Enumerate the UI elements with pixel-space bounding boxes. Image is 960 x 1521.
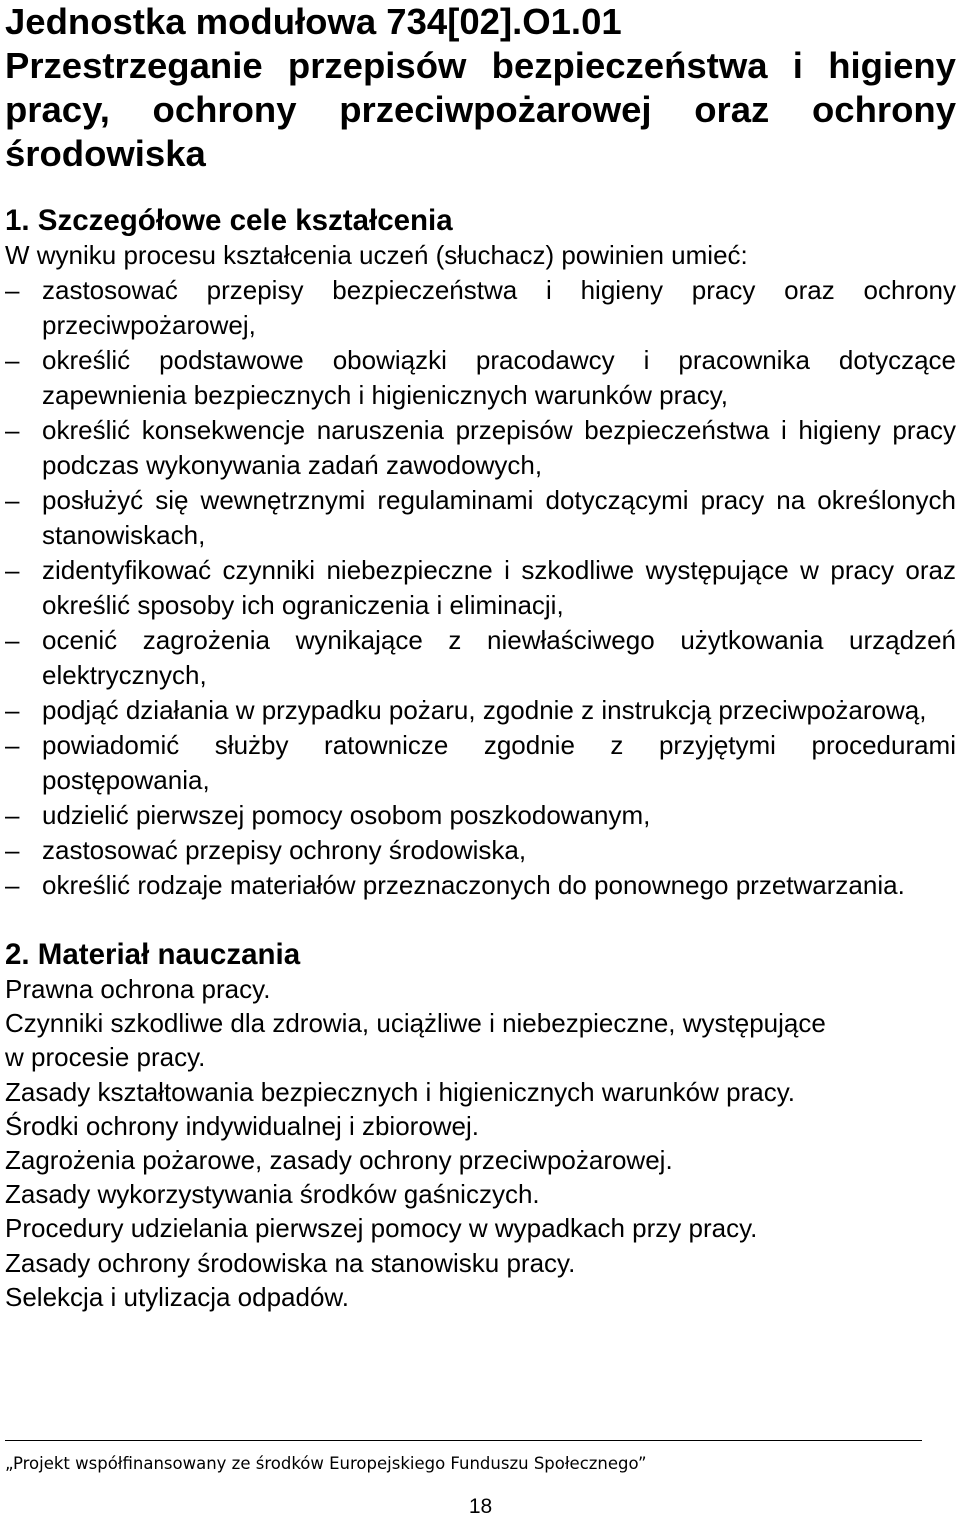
objectives-list: [5, 273, 956, 903]
list-item: [5, 868, 956, 903]
material-line: Zasady wykorzystywania środków gaśniczych.: [5, 1179, 540, 1210]
dash-bullet: –: [5, 345, 20, 375]
material-line: Prawna ochrona pracy.: [5, 974, 271, 1004]
list-item: [5, 728, 956, 798]
material-line: Zasady ochrony środowiska na stanowisku pracy.: [5, 1247, 576, 1278]
material-line: Środki ochrony indywidualnej i zbiorowej.: [5, 1110, 480, 1141]
title-line-1: Jednostka modułowa 734[02].O1.01: [5, 1, 622, 42]
page-number: 18: [468, 1495, 493, 1518]
list-item-text: podjąć działania w przypadku pożaru, zgodnie z instrukcją przeciwpożarową,: [42, 695, 927, 725]
list-item-text: zastosować przepisy ochrony środowiska,: [42, 835, 527, 865]
list-item: [5, 273, 956, 343]
title-line-2: Przestrzeganie przepisów bezpieczeństwa i higieny: [5, 45, 956, 86]
list-item: [5, 623, 956, 693]
document-title: [5, 0, 956, 176]
dash-bullet: –: [5, 485, 20, 515]
list-item: [5, 693, 956, 728]
dash-bullet: –: [5, 415, 20, 445]
list-item: [5, 413, 956, 483]
dash-bullet: –: [5, 835, 20, 865]
footer-divider: [5, 1440, 922, 1441]
list-item-text: określić podstawowe obowiązki pracodawcy i pracownika dotyczące zapewnienia bezpiecznych i higienicznych warunków pracy,: [42, 345, 956, 410]
list-item-text: zastosować przepisy bezpieczeństwa i higieny pracy oraz ochrony przeciwpożarowej,: [42, 275, 956, 340]
list-item: [5, 483, 956, 553]
list-item: [5, 798, 956, 833]
list-item-text: posłużyć się wewnętrznymi regulaminami dotyczącymi pracy na określonych stanowiskach,: [42, 485, 956, 550]
material-line: Zagrożenia pożarowe, zasady ochrony przeciwpożarowej.: [5, 1145, 673, 1176]
list-item-text: określić rodzaje materiałów przeznaczonych do ponownego przetwarzania.: [42, 870, 905, 900]
list-item-text: zidentyfikować czynniki niebezpieczne i szkodliwe występujące w pracy oraz określić sposoby ich ograniczenia i eliminacji,: [42, 555, 956, 620]
list-item-text: udzielić pierwszej pomocy osobom poszkodowanym,: [42, 800, 651, 830]
list-item-text: określić konsekwencje naruszenia przepisów bezpieczeństwa i higieny pracy podczas wykonywania zadań zawodowych,: [42, 415, 956, 480]
dash-bullet: –: [5, 275, 20, 305]
title-line-4: środowiska: [5, 133, 206, 174]
material-line: w procesie pracy.: [5, 1042, 206, 1073]
page-footer: [5, 1440, 956, 1475]
material-line: Procedury udzielania pierwszej pomocy w wypadkach przy pracy.: [5, 1213, 758, 1244]
list-item: [5, 553, 956, 623]
dash-bullet: –: [5, 870, 20, 900]
section-heading-objectives: 1. Szczegółowe cele kształcenia: [5, 204, 453, 237]
document-page: [5, 0, 956, 1521]
dash-bullet: –: [5, 730, 20, 760]
dash-bullet: –: [5, 625, 20, 655]
material-line: Zasady kształtowania bezpiecznych i higienicznych warunków pracy.: [5, 1076, 796, 1107]
list-item: [5, 833, 956, 868]
dash-bullet: –: [5, 800, 20, 830]
dash-bullet: –: [5, 555, 20, 585]
section-heading-teaching-material: 2. Materiał nauczania: [5, 938, 301, 971]
objectives-intro: W wyniku procesu kształcenia uczeń (słuchacz) powinien umieć:: [5, 240, 748, 270]
material-line: Czynniki szkodliwe dla zdrowia, uciążliwe i niebezpieczne, występujące: [5, 1008, 826, 1039]
dash-bullet: –: [5, 695, 20, 725]
material-line: Selekcja i utylizacja odpadów.: [5, 1281, 349, 1312]
list-item: [5, 343, 956, 413]
teaching-material-list: [5, 972, 956, 1314]
list-item-text: powiadomić służby ratownicze zgodnie z przyjętymi procedurami postępowania,: [42, 730, 956, 795]
title-line-3: pracy, ochrony przeciwpożarowej oraz ochrony: [5, 89, 956, 130]
list-item-text: ocenić zagrożenia wynikające z niewłaściwego użytkowania urządzeń elektrycznych,: [42, 625, 956, 690]
footer-funding-note: „Projekt współfinansowany ze środków Europejskiego Funduszu Społecznego”: [5, 1454, 647, 1473]
